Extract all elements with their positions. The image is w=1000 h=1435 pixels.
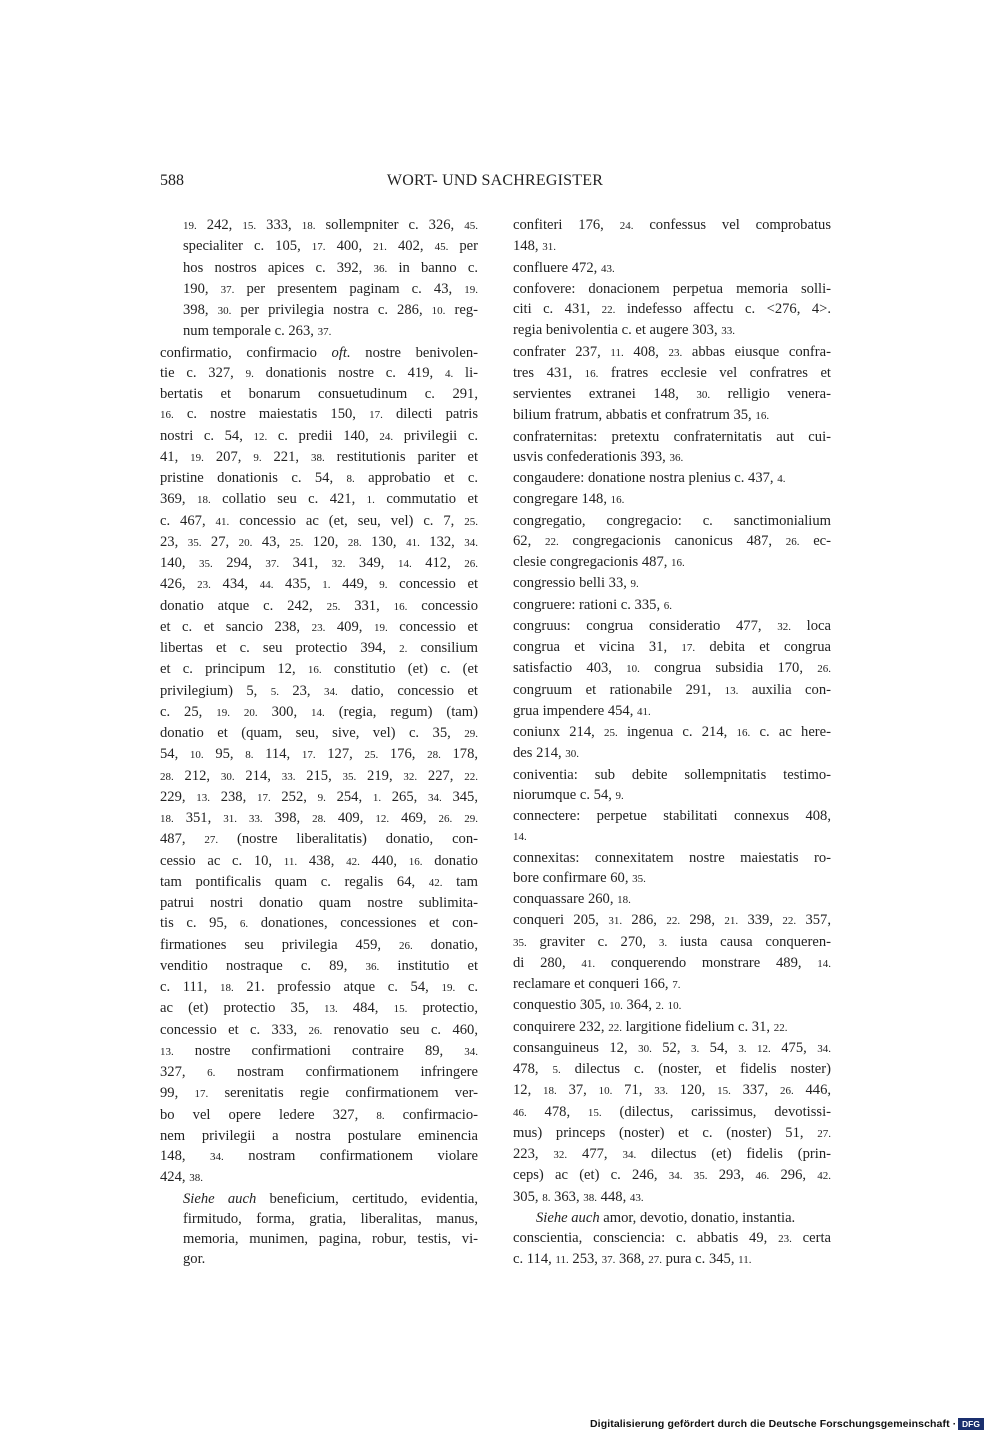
- index-entry: [513, 806, 831, 848]
- index-line: congressio belli 33, 9.: [513, 575, 639, 592]
- index-line: Siehe auch amor, devotio, donatio, instantia.: [536, 1209, 796, 1226]
- index-line: 426, 23. 434, 44. 435, 1. 449, 9. concessio et: [160, 576, 478, 593]
- index-line: regia benivolentia c. et augere 303, 33.: [513, 322, 736, 339]
- index-line: hos nostros apices c. 392, 36. in banno c.: [183, 259, 478, 276]
- index-entry-continuation: [160, 1189, 478, 1270]
- index-line: c. 114, 11. 253, 37. 368, 27. pura c. 345, 11.: [513, 1251, 752, 1268]
- index-line: ac (et) protectio 35, 13. 484, 15. protectio,: [160, 1000, 478, 1017]
- running-title: WORT- UND SACHREGISTER: [386, 172, 604, 189]
- index-line: tam pontificalis quam c. regalis 64, 42. tam: [160, 873, 478, 890]
- index-line: 99, 17. serenitatis regie confirmationem ver-: [160, 1085, 478, 1102]
- index-entry: [513, 215, 831, 258]
- index-line: 487, 27. (nostre liberalitatis) donatio, con-: [160, 831, 479, 848]
- index-line: 13. nostre confirmationi contraire 89, 34.: [160, 1042, 478, 1059]
- index-line: privilegium) 5, 5. 23, 34. datio, concessio et: [160, 682, 478, 699]
- index-entry: [513, 1038, 831, 1208]
- index-line: 23, 35. 27, 20. 43, 25. 120, 28. 130, 41. 132, 34.: [160, 533, 479, 550]
- index-line: 54, 10. 95, 8. 114, 17. 127, 25. 176, 28. 178,: [160, 746, 479, 763]
- index-line: usvis confederationis 393, 36.: [513, 448, 684, 465]
- index-line: 424, 38.: [160, 1169, 203, 1186]
- index-line: bore confirmare 60, 35.: [513, 869, 646, 886]
- index-line: clesie congregacionis 487, 16.: [513, 554, 685, 570]
- index-line: 16. c. nostre maiestatis 150, 17. dilecti patris: [160, 406, 478, 423]
- index-line: 62, 22. congregacionis canonicus 487, 26. ec-: [513, 532, 832, 549]
- index-line: servientes extranei 148, 30. relligio venera-: [513, 386, 831, 402]
- index-line: 229, 13. 238, 17. 252, 9. 254, 1. 265, 34. 345,: [160, 788, 478, 805]
- index-line: reclamare et conqueri 166, 7.: [513, 976, 681, 992]
- index-entry: [513, 616, 831, 722]
- index-line: tie c. 327, 9. donationis nostre c. 419, 4. li-: [160, 364, 478, 381]
- funding-note: Digitalisierung gefördert durch die Deutsche Forschungsgemeinschaft ·: [590, 1418, 957, 1430]
- index-entry: [513, 342, 831, 427]
- index-line: confovere: donacionem perpetua memoria solli-: [513, 280, 831, 297]
- index-line: coniunx 214, 25. ingenua c. 214, 16. c. ac here-: [513, 724, 832, 740]
- index-line: conquassare 260, 18.: [513, 891, 631, 907]
- index-entry: [160, 343, 478, 1189]
- index-line: 12, 18. 37, 10. 71, 33. 120, 15. 337, 26. 446,: [513, 1082, 832, 1099]
- index-line: pristine donationis c. 54, 8. approbatio et c.: [160, 470, 479, 486]
- index-line: congruum et rationabile 291, 13. auxilia con-: [513, 681, 831, 698]
- index-line: firmitudo, forma, gratia, liberalitas, manus,: [183, 1210, 478, 1227]
- index-line: congruere: rationi c. 335, 6.: [513, 596, 672, 613]
- index-line: 19. 242, 15. 333, 18. sollempniter c. 326, 45.: [183, 217, 478, 233]
- index-line: ceps) ac (et) c. 246, 34. 35. 293, 46. 296, 42.: [513, 1167, 832, 1184]
- index-line: venditio nostraque c. 89, 36. institutio et: [160, 957, 479, 974]
- index-line: grua impendere 454, 41.: [513, 702, 651, 719]
- index-line: congruus: congrua consideratio 477, 32. loca: [513, 617, 831, 634]
- index-line: donatio et (quam, seu, sive, vel) c. 35, 29.: [160, 725, 478, 741]
- index-line: specialiter c. 105, 17. 400, 21. 402, 45. per: [183, 238, 478, 255]
- index-line: congrua et vicina 31, 17. debita et congrua: [513, 639, 831, 655]
- index-line: num temporale c. 263, 37.: [183, 323, 332, 340]
- index-line: nostri c. 54, 12. c. predii 140, 24. privilegii c.: [160, 427, 478, 444]
- index-entry: [513, 1228, 831, 1271]
- index-line: 398, 30. per privilegia nostra c. 286, 10. reg-: [183, 302, 478, 318]
- index-line: congaudere: donatione nostra plenius c. 437, 4.: [513, 470, 786, 486]
- index-line: nem privilegii a nostra postulare eminencia: [160, 1127, 478, 1144]
- index-line: firmationes seu privilegia 459, 26. donatio,: [160, 936, 478, 953]
- index-line: congregatio, congregacio: c. sanctimonialium: [513, 512, 831, 529]
- index-line: consanguineus 12, 30. 52, 3. 54, 3. 12. 475, 34.: [513, 1039, 831, 1056]
- index-line: 190, 37. per presentem paginam c. 43, 19.: [183, 280, 479, 297]
- index-line: libertas et c. seu protectio 394, 2. consilium: [160, 640, 478, 656]
- index-line: memoria, munimen, pagina, robur, testis, vi-: [183, 1231, 478, 1247]
- index-line: c. 467, 41. concessio ac (et, seu, vel) c. 7, 25.: [160, 512, 478, 529]
- index-line: c. 25, 19. 20. 300, 14. (regia, regum) (tam): [160, 703, 478, 720]
- index-line: gor.: [183, 1251, 206, 1268]
- index-line: tis c. 95, 6. donationes, concessiones et con-: [160, 915, 479, 932]
- index-line: bilium fratrum, abbatis et confratrum 35, 16.: [513, 407, 770, 424]
- index-entry: [513, 427, 831, 469]
- index-line: confrater 237, 11. 408, 23. abbas eiusque confra-: [513, 343, 831, 360]
- index-line: 46. 478, 15. (dilectus, carissimus, devotissi-: [513, 1103, 831, 1120]
- index-line: confiteri 176, 24. confessus vel comprobatus: [513, 217, 831, 233]
- index-line: coniventia: sub debite sollempnitatis testimo-: [513, 766, 831, 783]
- index-entry: [513, 765, 831, 807]
- index-entry: [513, 258, 831, 279]
- index-column-right: [513, 215, 831, 1271]
- index-line: confluere 472, 43.: [513, 259, 615, 276]
- index-entry: [513, 995, 831, 1016]
- index-line: mus) princeps (noster) et c. (noster) 51, 27.: [513, 1124, 831, 1141]
- index-line: cessio ac c. 10, 11. 438, 42. 440, 16. donatio: [160, 852, 478, 869]
- index-line: 18. 351, 31. 33. 398, 28. 409, 12. 469, 26. 29.: [160, 810, 478, 826]
- index-line: tres 431, 16. fratres ecclesie vel confratres et: [513, 364, 831, 381]
- index-entry: [513, 910, 831, 995]
- index-line: satisfactio 403, 10. congrua subsidia 170, 26.: [513, 660, 831, 677]
- index-line: congregare 148, 16.: [513, 491, 625, 508]
- index-line: 369, 18. collatio seu c. 421, 1. commutatio et: [160, 491, 478, 508]
- index-entry: [513, 573, 831, 594]
- index-line: conquirere 232, 22. largitione fidelium c. 31, 22.: [513, 1018, 788, 1035]
- index-line: connectere: perpetue stabilitati connexus 408,: [513, 808, 831, 824]
- index-entry-continuation: [160, 215, 478, 343]
- index-line: 140, 35. 294, 37. 341, 32. 349, 14. 412, 26.: [160, 555, 478, 571]
- index-line: et c. et sancio 238, 23. 409, 19. concessio et: [160, 618, 478, 635]
- page-header: [160, 172, 830, 196]
- index-entry: [513, 279, 831, 342]
- index-line: conqueri 205, 31. 286, 22. 298, 21. 339, 22. 357,: [513, 912, 832, 929]
- dfg-logo: DFG: [958, 1418, 984, 1430]
- index-line: c. 111, 18. 21. professio atque c. 54, 19. c.: [160, 979, 479, 995]
- index-line: niorumque c. 54, 9.: [513, 786, 624, 803]
- index-line: bertatis et bonarum consuetudinum c. 291,: [160, 386, 478, 402]
- index-line: bo vel opere ledere 327, 8. confirmacio-: [160, 1106, 479, 1123]
- index-entry: [513, 1017, 831, 1038]
- index-entry: [513, 468, 831, 489]
- index-line: connexitas: connexitatem nostre maiestatis ro-: [513, 849, 831, 866]
- index-line: 41, 19. 207, 9. 221, 38. restitutionis pariter et: [160, 448, 478, 465]
- index-line: confirmatio, confirmacio oft. nostre benivolen-: [160, 344, 478, 361]
- index-line: conscientia, consciencia: c. abbatis 49, 23. certa: [513, 1230, 831, 1246]
- index-entry: [513, 889, 831, 910]
- index-line: conquestio 305, 10. 364, 2. 10.: [513, 997, 682, 1014]
- index-line: 478, 5. dilectus c. (noster, et fidelis noster): [513, 1061, 832, 1077]
- index-column-left: [160, 215, 478, 1270]
- funding-footer: [590, 1418, 990, 1432]
- index-line: 28. 212, 30. 214, 33. 215, 35. 219, 32. 227, 22.: [160, 767, 478, 784]
- index-entry: [513, 722, 831, 765]
- index-line: et c. principum 12, 16. constitutio (et) c. (et: [160, 661, 478, 678]
- index-entry: [513, 595, 831, 616]
- index-line: confraternitas: pretextu confraternitatis aut cui-: [513, 428, 831, 445]
- index-line: des 214, 30.: [513, 745, 580, 762]
- index-line: 148, 31.: [513, 238, 556, 255]
- index-entry: [513, 848, 831, 890]
- index-entry: [513, 489, 831, 510]
- index-entry-continuation: [513, 1208, 831, 1228]
- index-line: 223, 32. 477, 34. dilectus (et) fidelis (prin-: [513, 1146, 831, 1162]
- page-number: 588: [160, 172, 184, 189]
- index-line: concessio et c. 333, 26. renovatio seu c. 460,: [160, 1021, 479, 1038]
- index-line: donatio atque c. 242, 25. 331, 16. concessio: [160, 597, 479, 614]
- index-line: patrui nostri donatio quam nostre sublimita-: [160, 895, 478, 911]
- index-line: 148, 34. nostram confirmationem violare: [160, 1148, 478, 1164]
- index-entry: [513, 511, 831, 574]
- index-line: 14.: [513, 831, 527, 844]
- index-line: 305, 8. 363, 38. 448, 43.: [513, 1188, 644, 1205]
- index-line: 35. graviter c. 270, 3. iusta causa conqueren-: [513, 933, 831, 950]
- index-line: di 280, 41. conquerendo monstrare 489, 14.: [513, 954, 832, 971]
- index-line: 327, 6. nostram confirmationem infringere: [160, 1064, 479, 1080]
- index-line: Siehe auch beneficium, certitudo, evidentia,: [183, 1190, 479, 1207]
- index-line: citi c. 431, 22. indefesso affectu c. <276, 4>.: [513, 301, 831, 317]
